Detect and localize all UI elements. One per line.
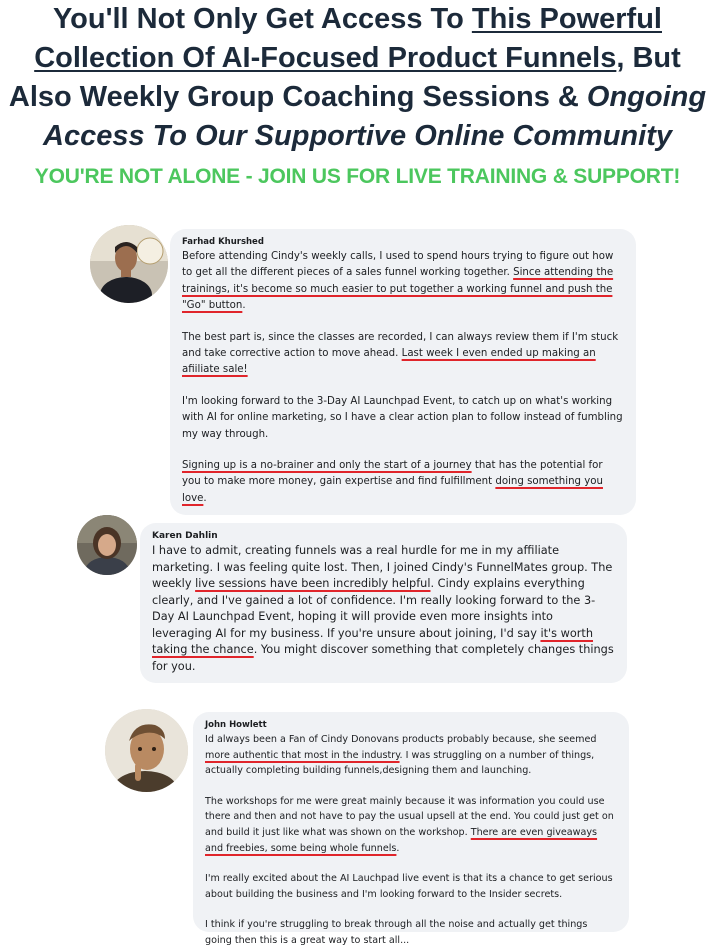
testimonial-paragraph bbox=[152, 543, 615, 675]
testimonial-text: that has the potential for you to make more money, gain expertise and find fulfillment bbox=[182, 460, 603, 488]
testimonial-text: . You might discover something that completely changes things for you. bbox=[152, 643, 614, 673]
testimonial-text: Before attending Cindy's weekly calls, I used to spend hours trying to figure out how to get all the different pieces of a sales funnel working together. bbox=[182, 251, 614, 279]
testimonial-text: . bbox=[203, 492, 207, 504]
testimonial-paragraph bbox=[205, 871, 617, 902]
testimonial-paragraph bbox=[182, 458, 624, 507]
testimonial-paragraph bbox=[182, 330, 624, 379]
testimonial-text: I think if you're struggling to break through all the noise and actually get things going then this is a great way to start all... bbox=[205, 919, 588, 946]
testimonial-text: Id always been a Fan of Cindy Donovans products probably because, she seemed bbox=[205, 734, 597, 745]
headline-italic: Ongoing Access To Our Supportive Online Community bbox=[43, 81, 707, 152]
highlighted-text: Signing up is a no-brainer and only the start of a journey bbox=[182, 460, 472, 472]
testimonial-paragraph bbox=[205, 732, 617, 779]
person-photo-icon bbox=[77, 515, 137, 575]
testimonial-body bbox=[152, 543, 615, 675]
testimonial-text: . bbox=[242, 300, 246, 312]
headline-part2: , But Also Weekly Group Coaching Sessions & bbox=[8, 42, 681, 113]
testimonial-text: . Cindy explains everything clearly, and I've gained a lot of confidence. I'm really looking forward to the 3-Day AI Launchpad Event, hoping it will provide even more insights into leveraging AI for my business. If you're unsure about joining, I'd say bbox=[152, 577, 596, 640]
testimonial-author: Farhad Khurshed bbox=[182, 237, 264, 247]
testimonial-text: . I was struggling on a number of things, actually completing building funnels,designing them and launching. bbox=[205, 749, 595, 777]
highlighted-text: live sessions have been incredibly helpful bbox=[195, 577, 431, 590]
testimonial-text: I have to admit, creating funnels was a real hurdle for me in my affiliate marketing. I was feeling quite lost. Then, I joined Cindy's FunnelMates group. The weekly bbox=[152, 544, 613, 590]
testimonial-author: John Howlett bbox=[205, 720, 267, 730]
testimonial-text: I'm really excited about the AI Lauchpad live event is that its a chance to get serious about building the business and I'm looking forward to the Insider secrets. bbox=[205, 873, 613, 900]
testimonial-bubble bbox=[193, 712, 629, 946]
person-photo-icon bbox=[105, 709, 188, 792]
testimonial-body bbox=[205, 732, 617, 949]
testimonial-text: I'm looking forward to the 3-Day AI Launchpad Event, to catch up on what's working with AI for online marketing, so I have a clear action plan to follow instead of fumbling my way through. bbox=[182, 395, 623, 440]
headline-part1: You'll Not Only Get Access To bbox=[52, 3, 472, 35]
highlighted-text: more authentic that most in the industry bbox=[205, 749, 400, 761]
highlighted-text: Since attending the trainings, it's become so much easier to put together a working funnel and push the "Go" button bbox=[182, 267, 614, 312]
testimonial-bubble bbox=[140, 523, 627, 683]
testimonial-paragraph bbox=[182, 394, 624, 443]
avatar-karen bbox=[77, 515, 137, 575]
testimonial-text: The workshops for me were great mainly because it was information you could use there and then and not have to pay the usual upsell at the end. You could just get on and build it just like what was shown on the workshop. bbox=[205, 795, 614, 838]
avatar-john bbox=[105, 709, 188, 792]
highlighted-text: it's worth taking the chance bbox=[152, 626, 594, 656]
testimonial-text: . bbox=[396, 842, 400, 854]
testimonial-paragraph bbox=[205, 917, 617, 948]
highlighted-text: Last week I even ended up making an afiiliate sale! bbox=[182, 348, 596, 376]
testimonial-paragraph bbox=[205, 794, 617, 856]
testimonial-body bbox=[182, 249, 624, 507]
person-photo-icon bbox=[90, 225, 168, 303]
testimonial-text: The best part is, since the classes are recorded, I can always review them if I'm stuck and take corrective action to move ahead. bbox=[182, 331, 619, 360]
highlighted-text: There are even giveaways and freebies, some being whole funnels bbox=[205, 826, 598, 854]
headline-bold-underlined: This Powerful Collection Of AI-Focused Product Funnels bbox=[34, 3, 662, 74]
testimonial-bubble bbox=[170, 229, 636, 515]
highlighted-text: doing something you love bbox=[182, 476, 603, 504]
testimonial-author: Karen Dahlin bbox=[152, 531, 218, 541]
testimonial-paragraph bbox=[182, 249, 624, 315]
subheadline: YOU'RE NOT ALONE - JOIN US FOR LIVE TRAINING & SUPPORT! bbox=[34, 165, 681, 188]
headline bbox=[0, 0, 715, 156]
avatar-farhad bbox=[90, 225, 168, 303]
